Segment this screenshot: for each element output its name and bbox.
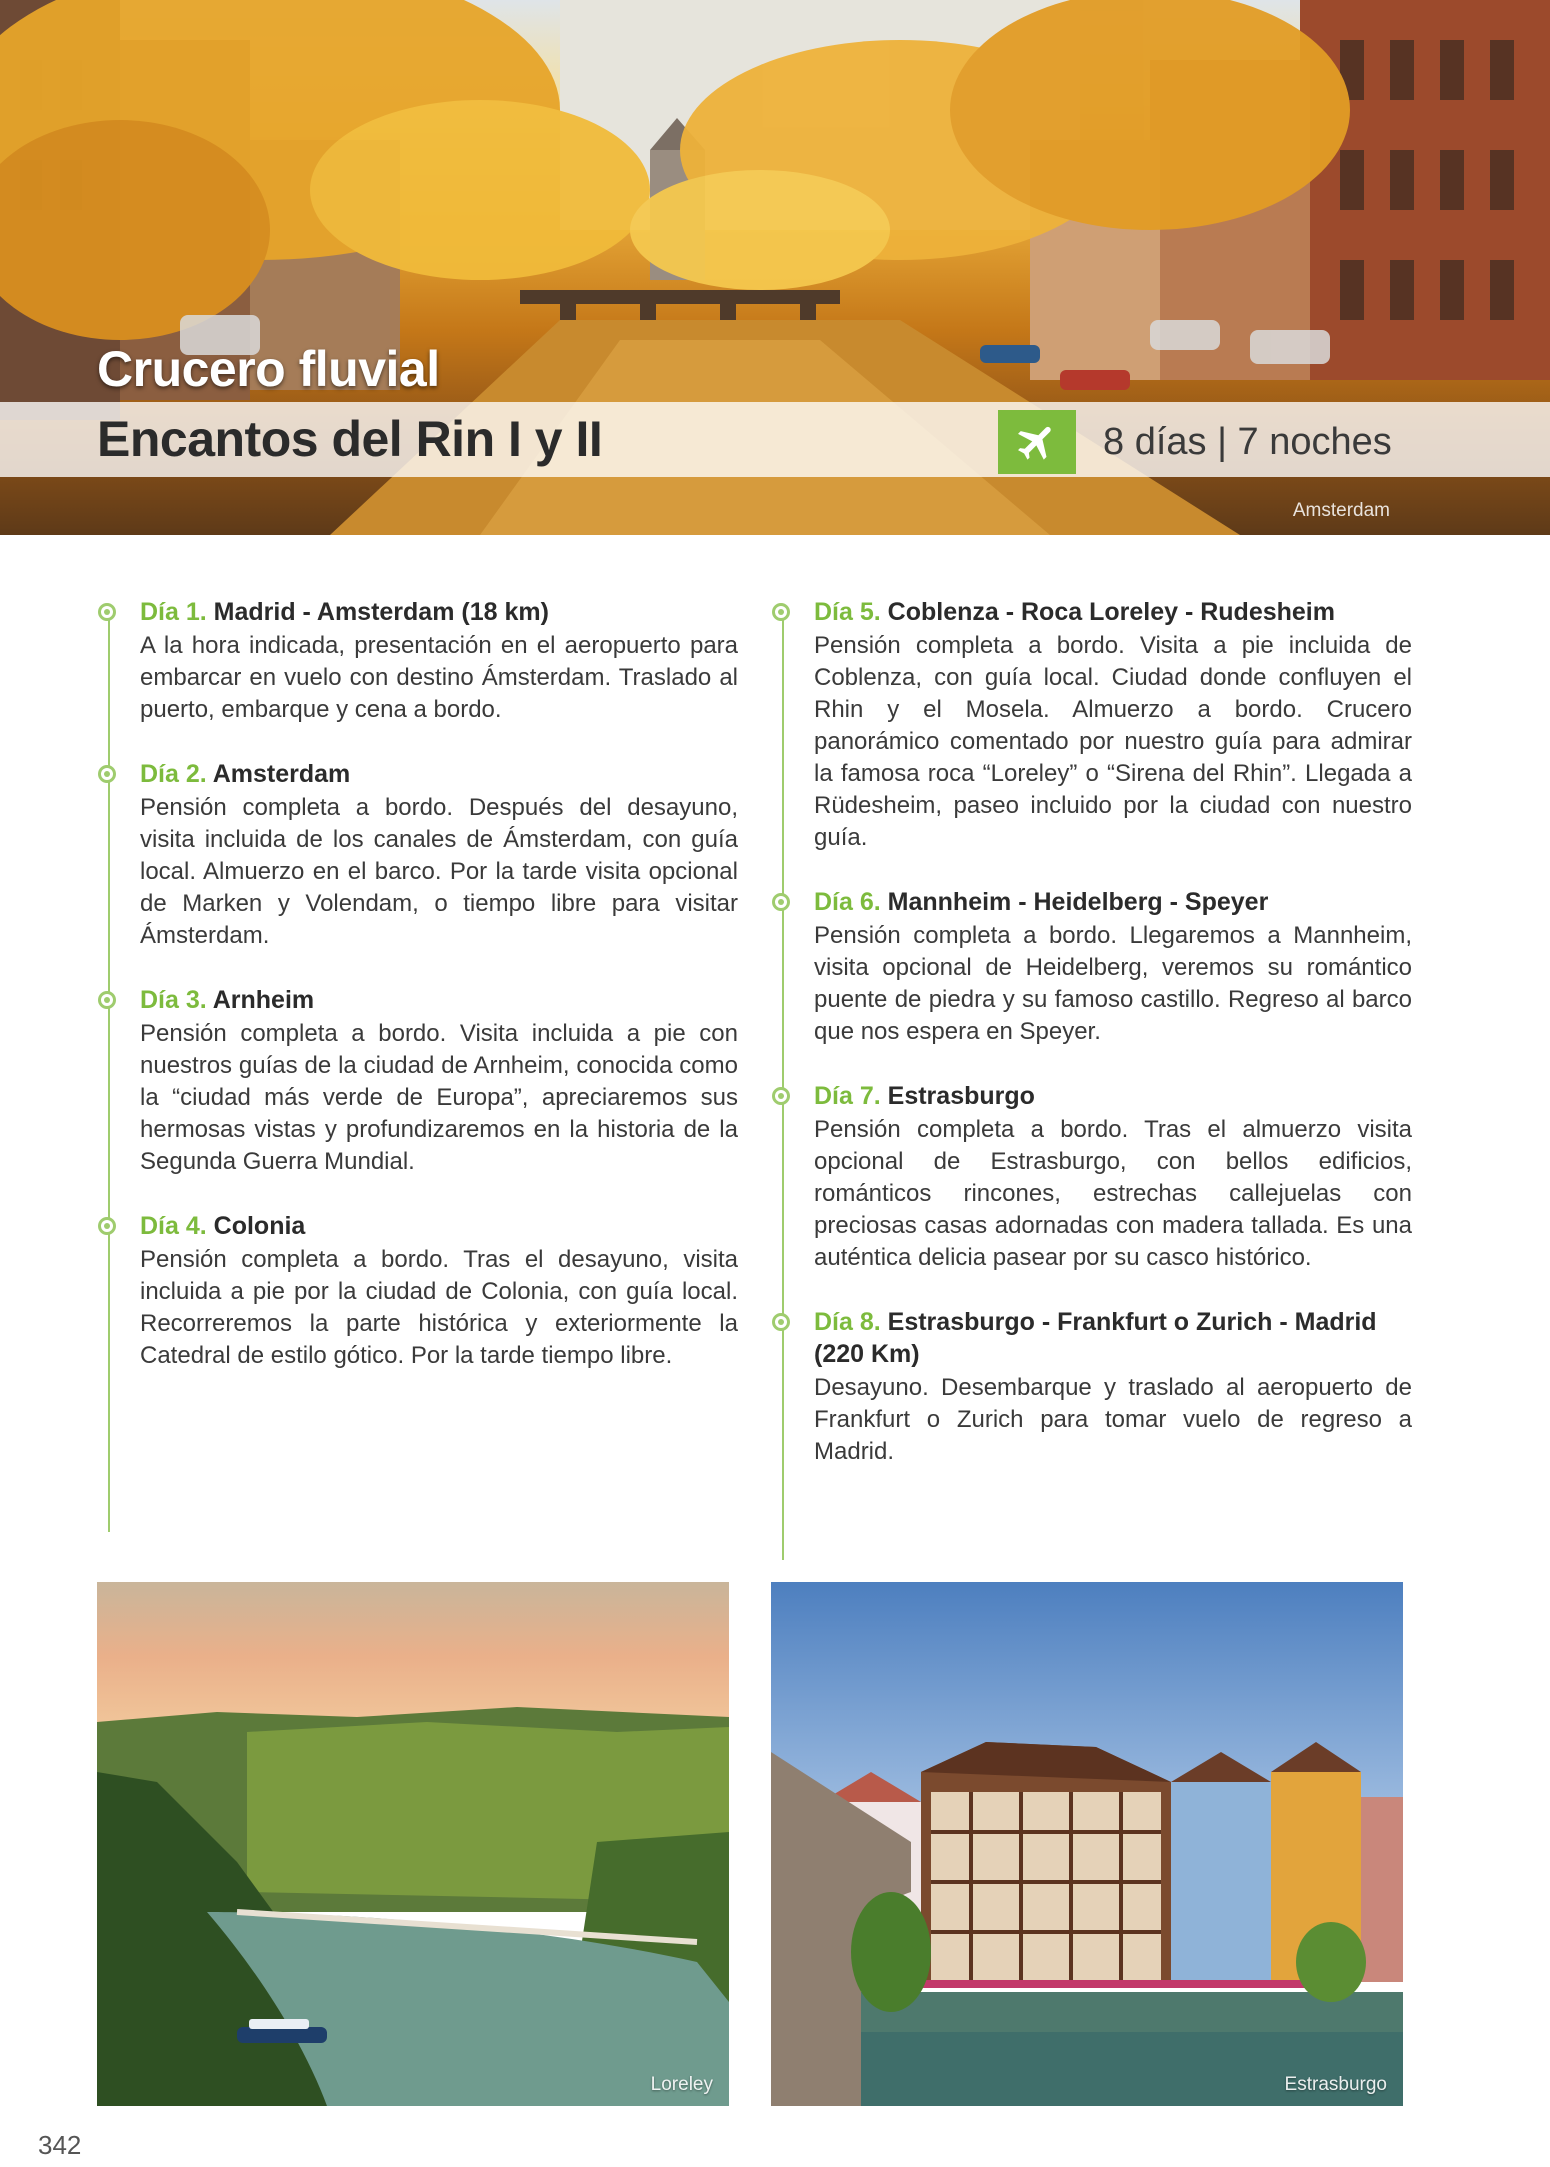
strasbourg-houses-illustration <box>771 1582 1403 2106</box>
itinerary-day <box>98 984 738 1178</box>
day-heading <box>814 596 1412 628</box>
hero-title-line1: Crucero fluvial <box>97 341 440 397</box>
timeline-dot-icon <box>772 1087 790 1105</box>
rhine-valley-illustration <box>97 1582 729 2106</box>
day-title: Coblenza - Roca Loreley - Rudesheim <box>887 598 1335 626</box>
photo-caption: Estrasburgo <box>1284 2074 1387 2095</box>
day-heading <box>140 984 738 1016</box>
itinerary-day <box>98 758 738 952</box>
itinerary-day <box>98 1210 738 1372</box>
day-title: Estrasburgo - Frankfurt o Zurich - Madrid (220 Km) <box>814 1308 1377 1368</box>
itinerary-day <box>772 596 1412 854</box>
hero-title-line2: Encantos del Rin I y II <box>97 411 603 467</box>
day-label: Día 4. <box>140 1212 207 1240</box>
day-description: Desayuno. Desembarque y traslado al aeropuerto de Frankfurt o Zurich para tomar vuelo de regreso a Madrid. <box>814 1374 1412 1465</box>
day-label: Día 5. <box>814 598 881 626</box>
day-heading <box>140 1210 738 1242</box>
day-label: Día 2. <box>140 760 207 788</box>
airplane-icon <box>1014 419 1060 465</box>
day-heading <box>814 1080 1412 1112</box>
itinerary-day <box>772 1080 1412 1274</box>
timeline-dot-icon <box>772 1313 790 1331</box>
loreley-photo <box>97 1582 729 2106</box>
itinerary-day <box>772 1306 1412 1468</box>
day-title: Colonia <box>213 1212 306 1240</box>
day-title: Arnheim <box>212 986 315 1014</box>
page-number: 342 <box>38 2130 82 2160</box>
photo-caption: Loreley <box>650 2074 713 2095</box>
day-heading <box>814 1306 1412 1370</box>
day-label: Día 7. <box>814 1082 881 1110</box>
day-description: Pensión completa a bordo. Visita a pie incluida de Coblenza, con guía local. Ciudad donde confluyen el Rhin y el Mosela. Almuerzo a bordo. Crucero panorámico comentado por nuestro guía para admirar la famosa roca “Loreley” o “Sirena del Rhin”. Llegada a Rüdesheim, paseo incluido por la ciudad con nuestro guía. <box>814 632 1412 851</box>
day-title: Estrasburgo <box>887 1082 1035 1110</box>
day-label: Día 3. <box>140 986 207 1014</box>
itinerary-day <box>772 886 1412 1048</box>
day-description: Pensión completa a bordo. Visita incluida a pie con nuestros guías de la ciudad de Arnheim, conocida como la “ciudad más verde de Europa”, apreciaremos sus hermosas vistas y profundizaremos en la historia de la Segunda Guerra Mundial. <box>140 1020 738 1175</box>
day-description: Pensión completa a bordo. Después del desayuno, visita incluida de los canales de Ámsterdam, con guía local. Almuerzo en el barco. Por la tarde visita opcional de Marken y Volendam, o tiempo libre para visitar Ámsterdam. <box>140 794 738 949</box>
timeline-dot-icon <box>772 893 790 911</box>
timeline-dot-icon <box>98 1217 116 1235</box>
timeline-dot-icon <box>98 603 116 621</box>
itinerary-column-right <box>772 596 1412 1500</box>
day-title: Madrid - Amsterdam (18 km) <box>213 598 549 626</box>
timeline-dot-icon <box>98 765 116 783</box>
hero-photo-caption: Amsterdam <box>1292 500 1390 521</box>
day-heading <box>814 886 1412 918</box>
estrasburgo-photo <box>771 1582 1403 2106</box>
day-description: Pensión completa a bordo. Llegaremos a Mannheim, visita opcional de Heidelberg, veremos su romántico puente de piedra y su famoso castillo. Regreso al barco que nos espera en Speyer. <box>814 922 1412 1045</box>
day-description: Pensión completa a bordo. Tras el almuerzo visita opcional de Estrasburgo, con bellos edificios, románticos rincones, estrechas callejuelas con preciosas casas adornadas con madera tallada. Es una auténtica delicia pasear por su casco histórico. <box>814 1116 1412 1271</box>
itinerary-column-left <box>98 596 738 1404</box>
day-title: Mannheim - Heidelberg - Speyer <box>887 888 1269 916</box>
day-label: Día 8. <box>814 1308 881 1336</box>
day-label: Día 1. <box>140 598 207 626</box>
day-heading <box>140 596 738 628</box>
day-description: A la hora indicada, presentación en el aeropuerto para embarcar en vuelo con destino Ámsterdam. Traslado al puerto, embarque y cena a bordo. <box>140 632 738 723</box>
day-heading <box>140 758 738 790</box>
travel-mode-badge <box>998 410 1076 474</box>
timeline-dot-icon <box>772 603 790 621</box>
timeline-dot-icon <box>98 991 116 1009</box>
trip-duration: 8 días | 7 noches <box>1103 421 1392 463</box>
itinerary-day <box>98 596 738 726</box>
day-title: Amsterdam <box>212 760 351 788</box>
day-label: Día 6. <box>814 888 881 916</box>
day-description: Pensión completa a bordo. Tras el desayuno, visita incluida a pie por la ciudad de Colonia, con guía local. Recorreremos la parte histórica y exteriormente la Catedral de estilo gótico. Por la tarde tiempo libre. <box>140 1246 738 1369</box>
